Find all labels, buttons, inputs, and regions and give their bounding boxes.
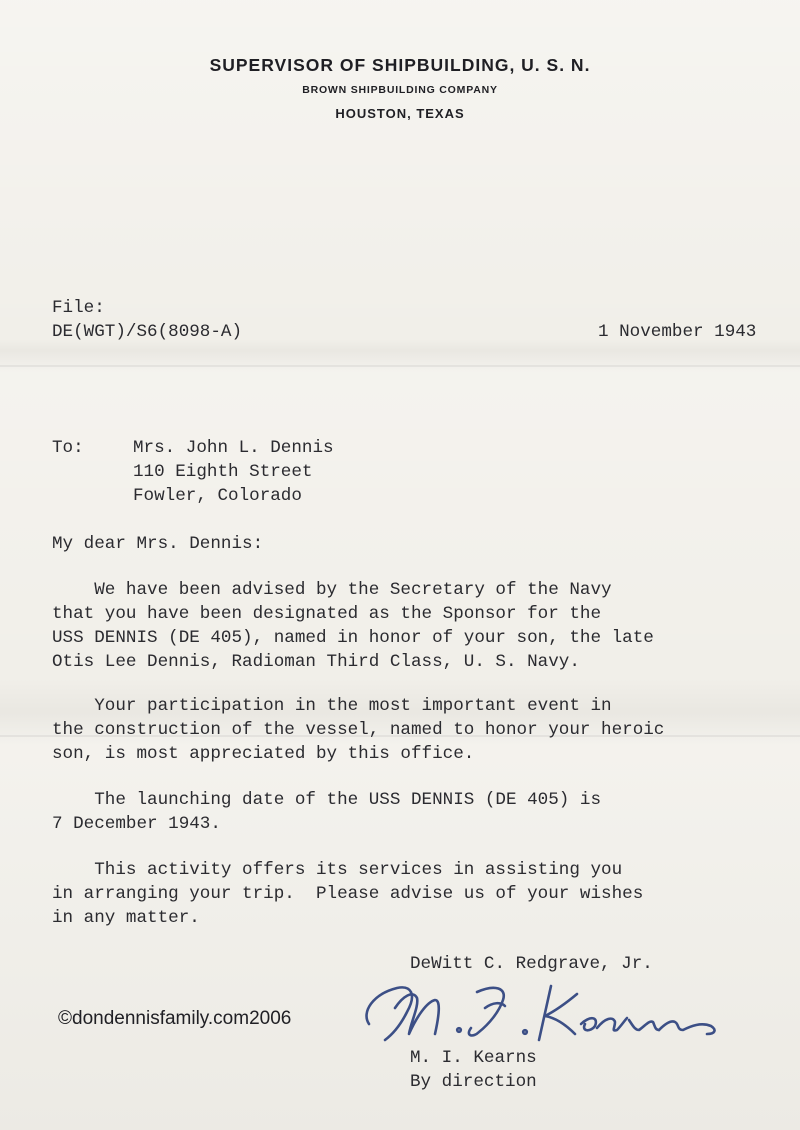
signer-name: M. I. Kearns bbox=[410, 1048, 537, 1068]
copyright-watermark: ©dondennisfamily.com2006 bbox=[58, 1008, 292, 1029]
file-label: File: bbox=[52, 298, 105, 318]
paragraph-line: in arranging your trip. Please advise us of your wishes bbox=[52, 884, 644, 904]
by-direction: By direction bbox=[410, 1072, 537, 1092]
addressee-street: 110 Eighth Street bbox=[133, 462, 313, 482]
addressee-name: Mrs. John L. Dennis bbox=[133, 438, 334, 458]
paragraph-line: USS DENNIS (DE 405), named in honor of your son, the late bbox=[52, 628, 654, 648]
paragraph-line: that you have been designated as the Sponsor for the bbox=[52, 604, 602, 624]
paper-fold bbox=[0, 365, 800, 367]
to-label: To: bbox=[52, 438, 84, 458]
officer-name: DeWitt C. Redgrave, Jr. bbox=[410, 954, 653, 974]
paragraph-line: This activity offers its services in assisting you bbox=[52, 860, 623, 880]
letterhead-title: SUPERVISOR OF SHIPBUILDING, U. S. N. bbox=[209, 55, 591, 75]
file-number: DE(WGT)/S6(8098-A) bbox=[52, 322, 243, 342]
paragraph-line: 7 December 1943. bbox=[52, 814, 221, 834]
letter-date: 1 November 1943 bbox=[598, 322, 757, 342]
letterhead-location: HOUSTON, TEXAS bbox=[335, 106, 465, 121]
letterhead-company: BROWN SHIPBUILDING COMPANY bbox=[302, 84, 498, 96]
paragraph-line: the construction of the vessel, named to honor your heroic bbox=[52, 720, 665, 740]
paragraph-line: Your participation in the most important event in bbox=[52, 696, 612, 716]
addressee-city: Fowler, Colorado bbox=[133, 486, 302, 506]
paragraph-line: We have been advised by the Secretary of the Navy bbox=[52, 580, 612, 600]
salutation: My dear Mrs. Dennis: bbox=[52, 534, 264, 554]
paragraph-line: in any matter. bbox=[52, 908, 200, 928]
signature-strokes bbox=[367, 986, 715, 1040]
paragraph-line: The launching date of the USS DENNIS (DE 405) is bbox=[52, 790, 602, 810]
paragraph-line: son, is most appreciated by this office. bbox=[52, 744, 475, 764]
paragraph-line: Otis Lee Dennis, Radioman Third Class, U. S. Navy. bbox=[52, 652, 580, 672]
handwritten-signature bbox=[355, 972, 725, 1050]
